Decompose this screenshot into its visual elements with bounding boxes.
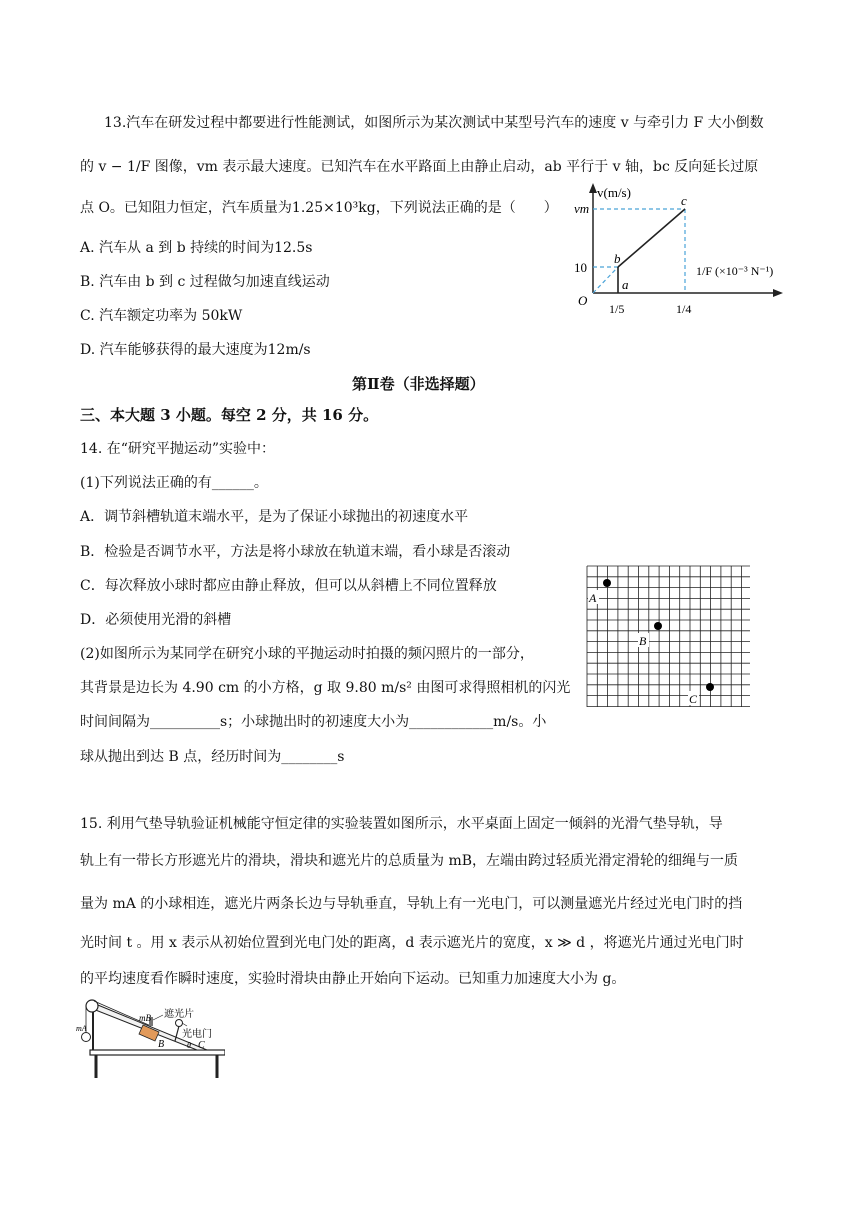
point-b-label: b <box>614 251 621 266</box>
segment-bc <box>618 209 685 267</box>
q14-option-d: D．必须使用光滑的斜槽 <box>80 612 232 628</box>
table-top <box>90 1050 225 1055</box>
part-title: 三、本大题 3 小题。每空 2 分，共 16 分。 <box>80 406 379 424</box>
ball-ma <box>82 1033 91 1042</box>
strobe-photo-grid <box>586 565 752 709</box>
q14-line-8: 其背景是边长为 4.90 cm 的小方格，g 取 9.80 m/s² 由图可求得照相机的闪光 <box>80 680 571 696</box>
x-tick-one-fifth: 1/5 <box>609 302 625 316</box>
x-axis-arrow <box>773 289 783 297</box>
x-tick-one-fourth: 1/4 <box>676 302 692 316</box>
ma-label: mA <box>76 1024 87 1033</box>
q14-line-7: (2)如图所示为某同学在研究小球的平抛运动时拍摄的频闪照片的一部分， <box>80 646 534 662</box>
q15-line-5: 的平均速度看作瞬时速度，实验时滑块由静止开始向下运动。已知重力加速度大小为 g。 <box>80 971 626 987</box>
q13-line-3: 点 O。已知阻力恒定，汽车质量为1.25×10³kg，下列说法正确的是（ ） <box>80 200 558 216</box>
x-axis-label: 1/F (×10⁻³ N⁻¹) <box>696 264 774 278</box>
q14-line-1: 14. 在“研究平抛运动”实验中： <box>80 441 276 457</box>
theta-label: θ <box>187 1041 191 1050</box>
q15-line-4: 光时间 t 。用 x 表示从初始位置到光电门处的距离，d 表示遮光片的宽度，x ≫ d ，将遮光片通过光电门时 <box>80 935 744 951</box>
point-c-label: c <box>681 193 687 208</box>
q13-option-a: A. 汽车从 a 到 b 持续的时间为12.5s <box>80 240 313 256</box>
q14-option-b: B．检验是否调节水平，方法是将小球放在轨道末端，看小球是否滚动 <box>80 544 511 560</box>
v-inverse-force-graph <box>568 183 798 343</box>
point-a-dot <box>603 579 611 587</box>
q15-line-1: 15. 利用气垫导轨验证机械能守恒定律的实验装置如图所示，水平桌面上固定一倾斜的光滑气垫导轨，导 <box>80 816 723 832</box>
q14-option-a: A．调节斜槽轨道末端水平，是为了保证小球抛出的初速度水平 <box>80 509 469 525</box>
point-a-label: a <box>622 277 629 292</box>
point-b-label: B <box>639 634 647 648</box>
q15-line-3: 量为 mA 的小球相连，遮光片两条长边与导轨垂直，导轨上有一光电门，可以测量遮光片经过光电门时的挡 <box>80 896 743 912</box>
b-label: B <box>158 1039 165 1050</box>
extension-line <box>593 267 618 293</box>
point-b-dot <box>654 622 662 630</box>
vm-label: vm <box>574 201 590 216</box>
q15-line-2: 轨上有一带长方形遮光片的滑块，滑块和遮光片的总质量为 mB，左端由跨过轻质光滑定滑轮的细绳与一质 <box>80 853 739 869</box>
point-c-dot <box>706 683 714 691</box>
q13-option-c: C. 汽车额定功率为 50kW <box>80 308 243 324</box>
q13-line-2: 的 v − 1/F 图像，vm 表示最大速度。已知汽车在水平路面上由静止启动，ab 平行于 v 轴，bc 反向延长过原 <box>80 159 759 175</box>
shade-label: 遮光片 <box>164 1009 194 1020</box>
y-tick-10: 10 <box>574 260 587 275</box>
q14-line-10: 球从抛出到达 B 点，经历时间为________s <box>80 749 345 765</box>
q13-option-b: B. 汽车由 b 到 c 过程做匀加速直线运动 <box>80 274 330 290</box>
q14-line-9: 时间间隔为__________s；小球抛出时的初速度大小为____________m/s。小 <box>80 714 547 730</box>
c-label: C <box>198 1040 205 1051</box>
q13-line-1: 13.汽车在研发过程中都要进行性能测试，如图所示为某次测试中某型号汽车的速度 v 与牵引力 F 大小倒数 <box>104 115 764 131</box>
gate-leader <box>182 1023 187 1026</box>
shade-leader <box>153 1015 163 1020</box>
air-track-apparatus <box>75 993 225 1081</box>
q13-option-d: D. 汽车能够获得的最大速度为12m/s <box>80 342 311 358</box>
photo-gate-head <box>176 1020 183 1027</box>
point-a-label: A <box>589 591 597 605</box>
q14-line-2: (1)下列说法正确的有______。 <box>80 475 268 491</box>
origin-label: O <box>578 293 588 308</box>
gate-label: 光电门 <box>182 1029 212 1040</box>
q14-option-c: C．每次释放小球时都应由静止释放，但可以从斜槽上不同位置释放 <box>80 578 497 594</box>
y-axis-label: v(m/s) <box>597 185 631 200</box>
volume-title: 第Ⅱ卷（非选择题） <box>352 375 485 393</box>
mb-label: mB <box>139 1013 151 1023</box>
slider-mb <box>139 1025 159 1041</box>
y-axis-arrow <box>589 183 597 193</box>
point-c-label: C <box>689 692 698 706</box>
